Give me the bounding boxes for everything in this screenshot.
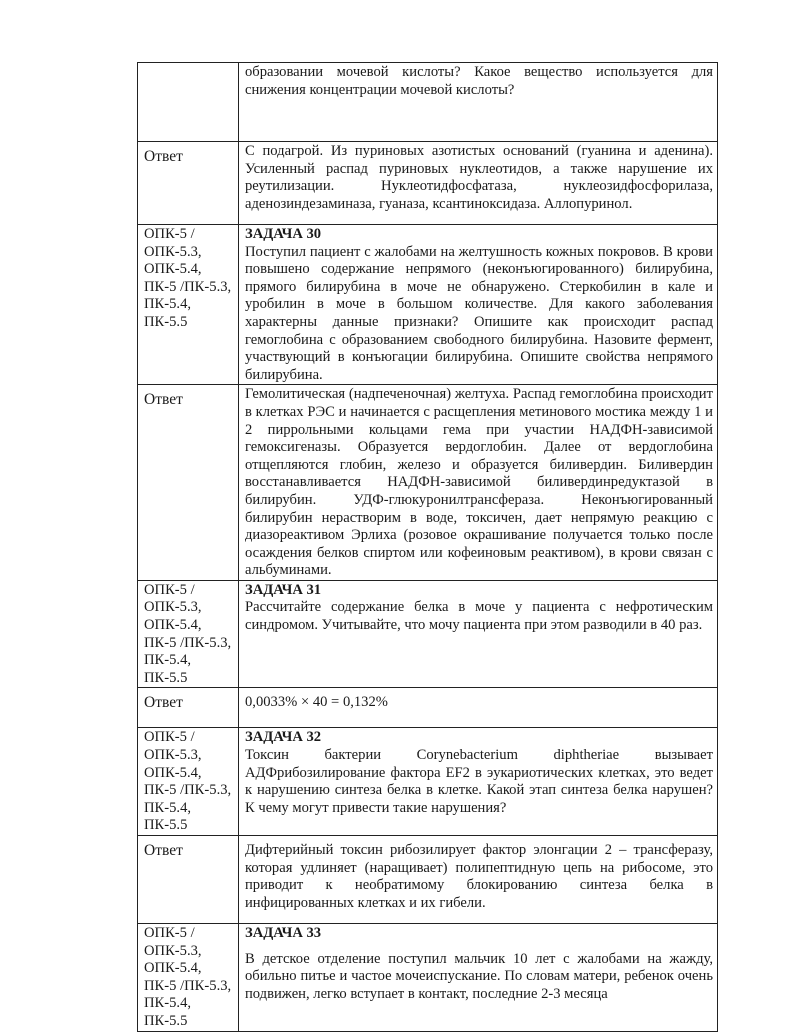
task-title: ЗАДАЧА 31 [245,581,322,598]
table-row [138,728,718,836]
question-text: образовании мочевой кислоты? Какое вещество используется для снижения концентрации мочевой кислоты? [239,63,718,142]
table-row [138,385,718,581]
competency-cell [138,63,239,142]
table-row [138,142,718,225]
spacer [245,943,713,951]
answer-label: Ответ [138,836,239,924]
answer-label: Ответ [138,688,239,728]
task-cell [239,580,718,688]
question-text: Поступил пациент с жалобами на желтушность кожных покровов. В крови повышено содержание непрямого (неконъюгированного) билирубина, прямого билирубина в моче не обнаружено. Стеркобилин в кале и уробилин в моче в большом количестве. Для какого заболевания характерны данные признаки? Опишите как происходит распад гемоглобина с образованием свободного билирубина. Назовите фермент, участвующий в конъюгации билирубина. Опишите свойства непрямого билирубина. [245,243,713,383]
tasks-table [137,62,718,1032]
answer-text: Дифтерийный токсин рибозилирует фактор элонгации 2 – трансферазу, которая удлиняет (наращивает) полипептидную цепь на рибосоме, это приводит к необратимому блокированию синтеза белка в инфицированных клетках и их гибели. [239,836,718,924]
task-cell [239,924,718,1032]
competency-cell: ОПК-5 /ОПК-5.3, ОПК-5.4, ПК-5 /ПК-5.3, ПК-5.4, ПК-5.5 [138,580,239,688]
question-text: Токсин бактерии Corynebacterium diphtheriae вызывает АДФрибозилирование фактора EF2 в эукариотических клетках, это ведет к нарушению синтеза белка в клетке. Какой этап синтеза белка нарушен? К чему могут привести такие нарушения? [245,747,713,816]
table-row [138,924,718,1032]
question-text: Рассчитайте содержание белка в моче у пациента с нефротическим синдромом. Учитывайте, что мочу пациента при этом разводили в 40 раз. [245,599,713,634]
task-title: ЗАДАЧА 32 [245,729,322,746]
answer-text: Гемолитическая (надпеченочная) желтуха. Распад гемоглобина происходит в клетках РЭС и начинается с расщепления метинового мостика между 1 и 2 пиррольными кольцами гема при участии НАДФН-зависимой гемоксигеназы. Образуется вердоглобин. Далее от вердоглобина отщепляются глобин, железо и образуется биливердин. Биливердин восстанавливается НАДФН-зависимой биливердинредуктазой в билирубин. УДФ-глюкуронилтрансфераза. Неконъюгированный билирубин нерастворим в воде, токсичен, дает непрямую реакцию с диазореактивом Эрлиха (розовое окрашивание получается только после осаждения белков спиртом или кофеиновым реактивом), в крови связан с альбуминами. [239,385,718,581]
answer-label: Ответ [138,385,239,581]
answer-text: 0,0033% × 40 = 0,132% [239,688,718,728]
table-row [138,63,718,142]
table-row [138,225,718,385]
task-title: ЗАДАЧА 33 [245,925,322,941]
competency-cell: ОПК-5 /ОПК-5.3, ОПК-5.4, ПК-5 /ПК-5.3, ПК-5.4, ПК-5.5 [138,924,239,1032]
table-row [138,836,718,924]
question-text: В детское отделение поступил мальчик 10 лет с жалобами на жажду, обильно питье и частое мочеиспускание. По словам матери, ребенок очень подвижен, легко вступает в контакт, последние 2-3 месяца [245,950,713,1002]
competency-cell: ОПК-5 /ОПК-5.3, ОПК-5.4, ПК-5 /ПК-5.3, ПК-5.4, ПК-5.5 [138,225,239,385]
task-cell [239,728,718,836]
answer-label: Ответ [138,142,239,225]
table-row [138,580,718,688]
answer-text: С подагрой. Из пуриновых азотистых оснований (гуанина и аденина). Усиленный распад пуриновых нуклеотидов, а также нарушение их реутилизации. Нуклеотидфосфатаза, нуклеозидфосфорилаза, аденозиндезаминаза, гуаназа, ксантиноксидаза. Аллопуринол. [239,142,718,225]
competency-cell: ОПК-5 /ОПК-5.3, ОПК-5.4, ПК-5 /ПК-5.3, ПК-5.4, ПК-5.5 [138,728,239,836]
table-row [138,688,718,728]
task-title: ЗАДАЧА 30 [245,226,322,242]
task-cell [239,225,718,385]
